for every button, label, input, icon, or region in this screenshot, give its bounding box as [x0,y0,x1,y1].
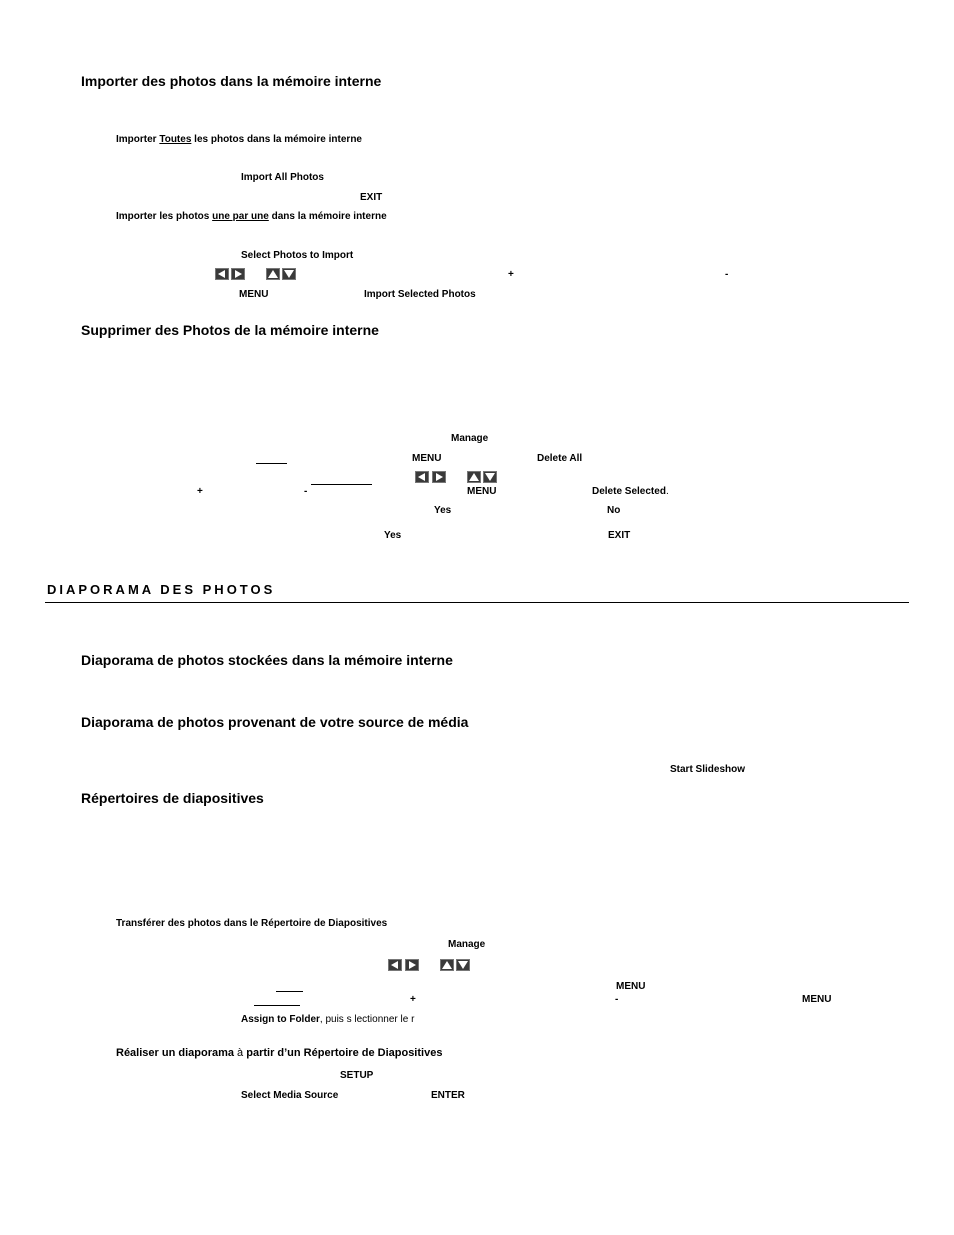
make-slideshow-heading [116,1047,442,1059]
arrow-down-icon [456,959,470,971]
select-photos-label: Select Photos to Import [241,250,354,261]
arrow-right-icon [231,268,245,280]
blank-underline [276,991,303,992]
yes-label: Yes [384,530,402,541]
arrow-left-icon [215,268,229,280]
arrow-left-icon [388,959,402,971]
folders-heading: Répertoires de diapositives [81,790,264,806]
select-media-source-label: Select Media Source [241,1090,339,1101]
blank-underline [256,463,287,464]
setup-label: SETUP [340,1070,374,1081]
import-one-suffix: dans la mémoire interne [268,211,387,222]
yes-label: Yes [434,505,452,516]
exit-label: EXIT [360,192,383,203]
assign-suffix: , puis s lectionner le r [319,1014,415,1025]
arrow-down-icon [483,471,497,483]
minus-label: - [304,486,308,497]
arrow-up-icon [467,471,481,483]
minus-label: - [725,269,729,280]
delete-selected-line [592,486,669,497]
import-all-line [116,134,362,145]
slideshow-internal-heading: Diaporama de photos stockées dans la mémoire interne [81,652,453,668]
arrow-right-icon [405,959,419,971]
assign-to-folder-label: Assign to Folder [241,1014,320,1025]
exit-label: EXIT [608,530,631,541]
transfer-heading: Transférer des photos dans le Répertoire de Diapositives [116,918,388,929]
minus-label: - [615,994,619,1005]
make-slideshow-c: partir d’un Répertoire de Diapositives [243,1047,443,1059]
delete-heading: Supprimer des Photos de la mémoire interne [81,322,379,338]
arrow-left-icon [415,471,429,483]
import-one-prefix: Importer les photos [116,211,213,222]
plus-label: + [410,994,416,1005]
import-one-underlined: une par une [212,211,269,222]
period: . [665,486,669,497]
plus-label: + [508,269,514,280]
enter-label: ENTER [431,1090,465,1101]
import-heading: Importer des photos dans la mémoire interne [81,73,382,89]
assign-line [241,1014,414,1025]
menu-label: MENU [239,289,269,300]
import-all-prefix: Importer [116,134,160,145]
arrow-right-icon [432,471,446,483]
make-slideshow-b: à [237,1047,244,1059]
import-selected-label: Import Selected Photos [364,289,476,300]
menu-label: MENU [467,486,497,497]
slideshow-media-heading: Diaporama de photos provenant de votre source de média [81,714,469,730]
plus-label: + [197,486,203,497]
no-label: No [607,505,621,516]
delete-selected-label: Delete Selected [592,486,666,497]
blank-underline [311,484,372,485]
manage-label: Manage [451,433,489,444]
make-slideshow-a: Réaliser un diaporama [116,1047,238,1059]
import-one-line [116,211,387,222]
slideshow-section-title: DIAPORAMA DES PHOTOS [47,582,276,597]
arrow-down-icon [282,268,296,280]
delete-all-label: Delete All [537,453,583,464]
import-all-suffix: les photos dans la mémoire interne [191,134,362,145]
menu-label: MENU [802,994,832,1005]
manage-label: Manage [448,939,486,950]
blank-underline [254,1005,300,1006]
arrow-up-icon [266,268,280,280]
import-all-underlined: Toutes [159,134,192,145]
arrow-up-icon [440,959,454,971]
section-divider [45,602,909,603]
start-slideshow-label: Start Slideshow [670,764,746,775]
menu-label: MENU [616,981,646,992]
menu-label: MENU [412,453,442,464]
import-all-photos-label: Import All Photos [241,172,324,183]
